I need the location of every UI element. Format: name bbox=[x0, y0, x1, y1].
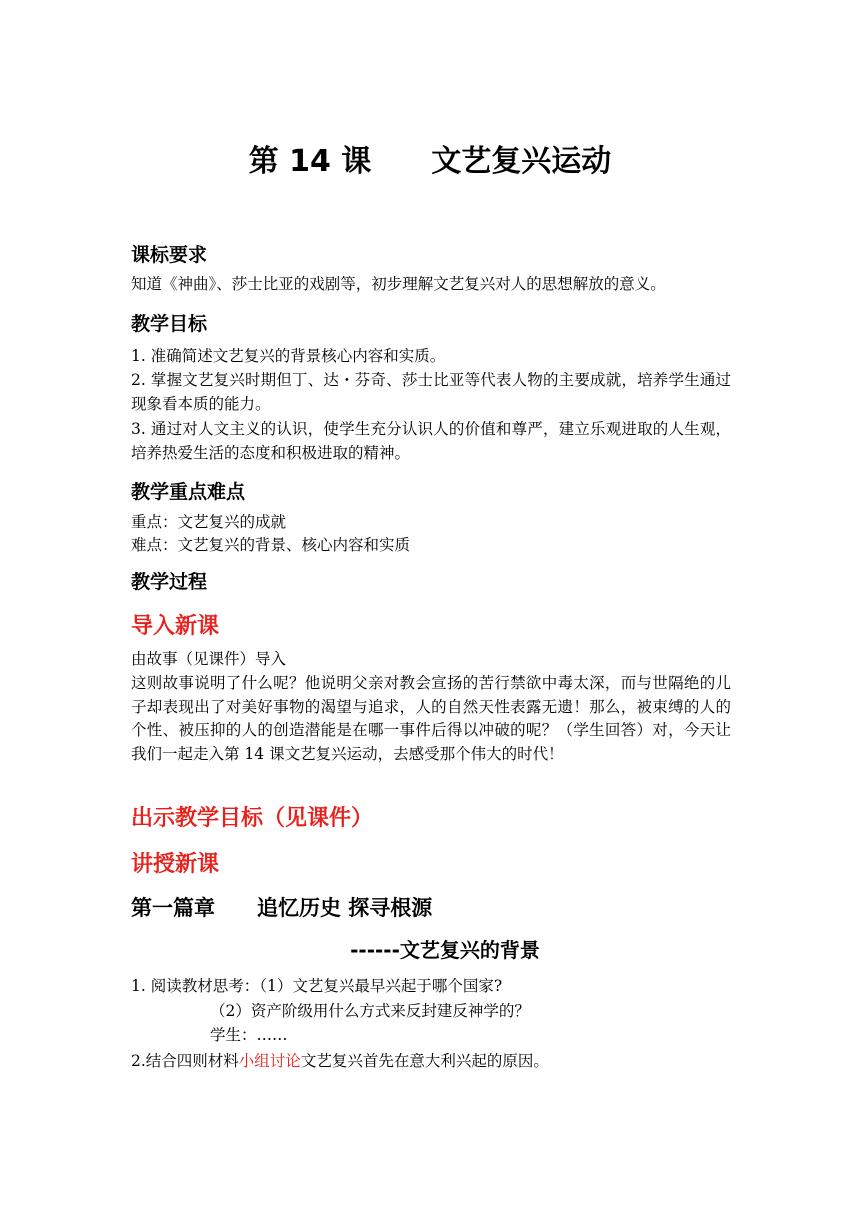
question-2 bbox=[131, 1050, 731, 1073]
objective-item-1: 1. 准确简述文艺复兴的背景核心内容和实质。 bbox=[131, 347, 446, 365]
objective-item-3: 3. 通过对人文主义的认识，使学生充分认识人的价值和尊严，建立乐观进取的人生观，培养热爱生活的态度和积极进取的精神。 bbox=[131, 420, 731, 462]
chapter1-subheading: ------文艺复兴的背景 bbox=[350, 938, 540, 962]
key-point-difficulty: 难点：文艺复兴的背景、核心内容和实质 bbox=[131, 536, 411, 554]
chapter1-heading: 第一篇章 追忆历史 探寻根源 bbox=[131, 896, 433, 920]
new-lesson-heading: 讲授新课 bbox=[131, 852, 220, 877]
student-answer: 学生：…… bbox=[210, 1026, 288, 1044]
question-2-prefix: 2.结合四则材料 bbox=[131, 1052, 239, 1070]
question-1-part-2: （2）资产阶级用什么方式来反封建反神学的？ bbox=[210, 1002, 530, 1020]
curriculum-heading: 课标要求 bbox=[131, 244, 208, 266]
intro-line: 由故事（见课件）导入 bbox=[131, 650, 287, 668]
page-title: 第 14 课 文艺复兴运动 bbox=[248, 144, 612, 179]
show-objectives-heading: 出示教学目标（见课件） bbox=[131, 806, 374, 831]
curriculum-text: 知道《神曲》、莎士比亚的戏剧等，初步理解文艺复兴对人的思想解放的意义。 bbox=[131, 275, 666, 293]
objectives-heading: 教学目标 bbox=[131, 313, 208, 335]
key-points-heading: 教学重点难点 bbox=[131, 481, 246, 503]
question-1: 1. 阅读教材思考：（1）文艺复兴最早兴起于哪个国家? bbox=[131, 977, 503, 995]
key-point-focus: 重点：文艺复兴的成就 bbox=[131, 513, 287, 531]
process-heading: 教学过程 bbox=[131, 571, 208, 593]
intro-paragraph: 这则故事说明了什么呢？他说明父亲对教会宣扬的苦行禁欲中毒太深，而与世隔绝的儿子却表现出了对美好事物的渴望与追求，人的自然天性表露无遗！那么，被束缚的人的个性、被压抑的人的创造潜能是在哪一事件后得以冲破的呢？（学生回答）对，今天让我们一起走入第 14 课文艺复兴运动，去感受那个伟大的时代！ bbox=[131, 674, 731, 763]
intro-heading: 导入新课 bbox=[131, 614, 220, 639]
objective-item-2: 2. 掌握文艺复兴时期但丁、达・芬奇、莎士比亚等代表人物的主要成就，培养学生通过现象看本质的能力。 bbox=[131, 371, 731, 413]
question-2-suffix: 文艺复兴首先在意大利兴起的原因。 bbox=[300, 1052, 549, 1070]
group-discussion-highlight: 小组讨论 bbox=[238, 1052, 301, 1070]
